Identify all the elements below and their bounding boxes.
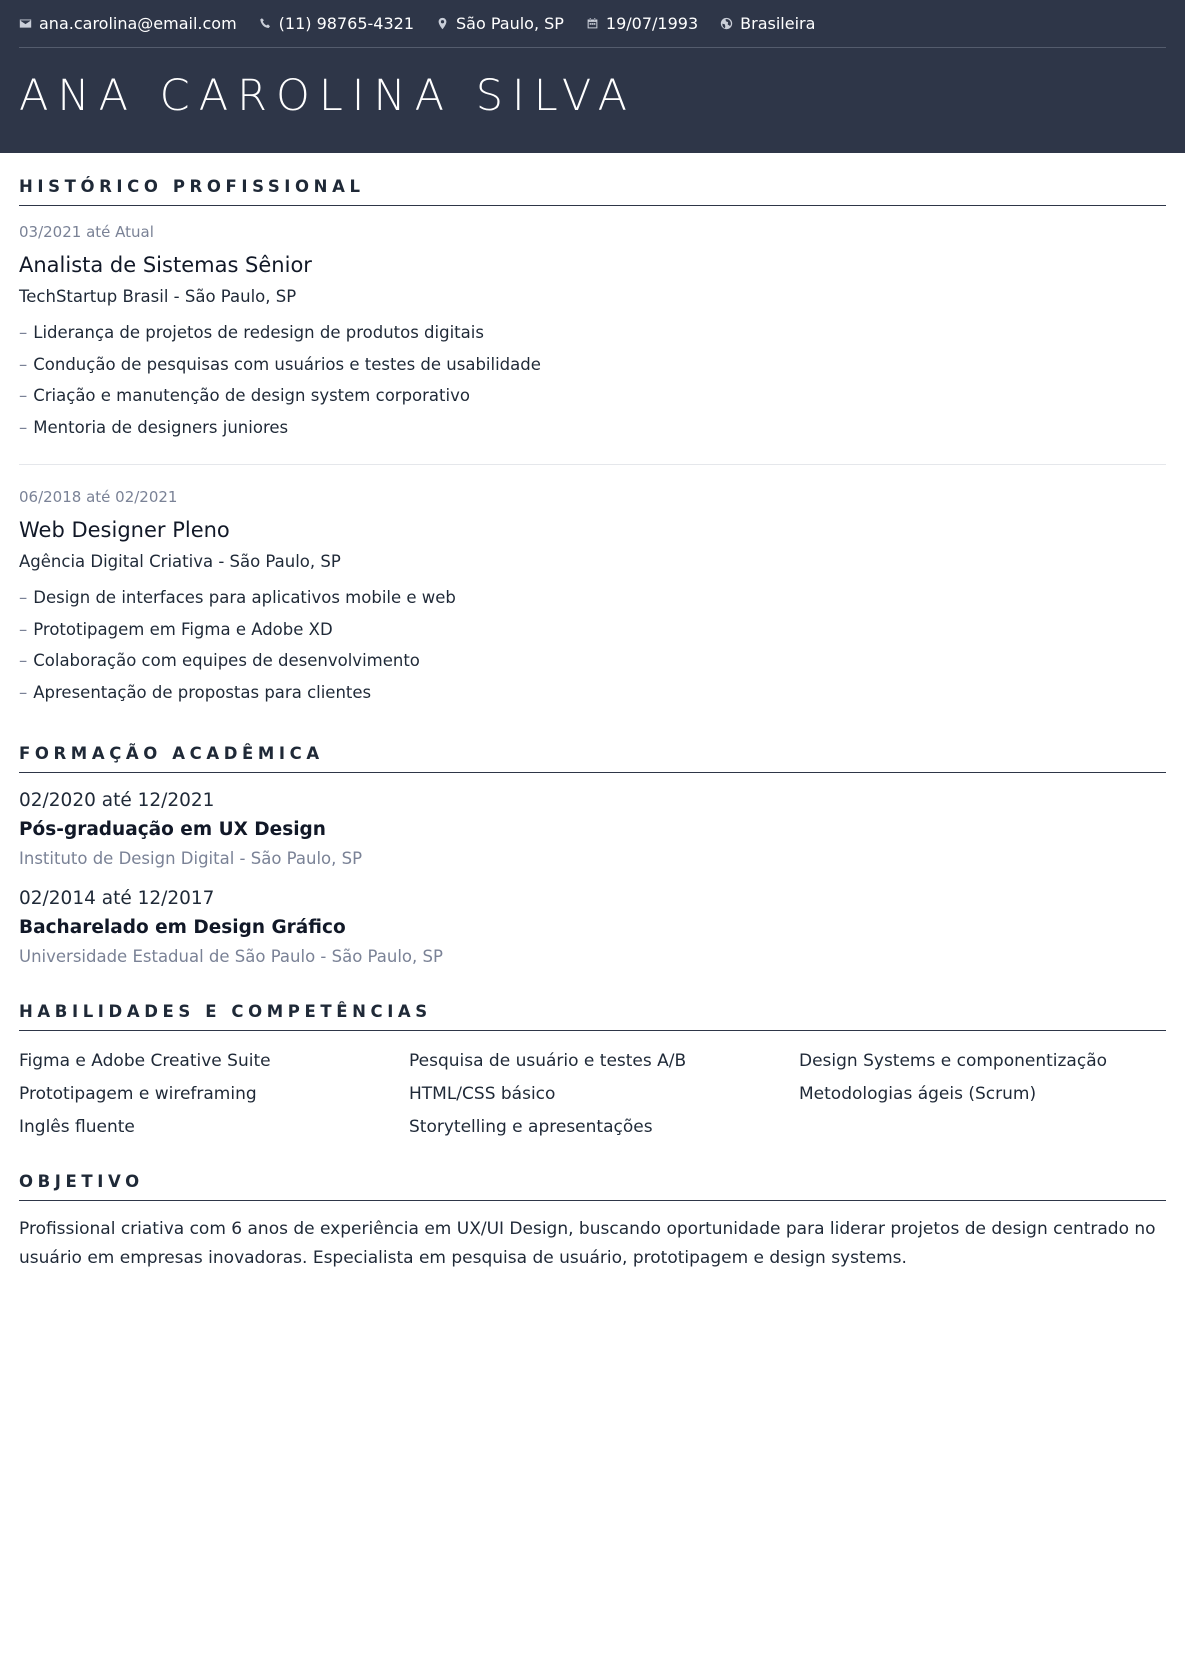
job-company: TechStartup Brasil - São Paulo, SP: [19, 287, 297, 306]
job-title: Web Designer Pleno: [19, 518, 230, 542]
contact-nationality: [720, 14, 815, 33]
skill-item: HTML/CSS básico: [409, 1084, 556, 1104]
skill-item: Inglês fluente: [19, 1117, 135, 1137]
section-title-objective: OBJETIVO: [19, 1172, 1166, 1201]
skill-item: Metodologias ágeis (Scrum): [799, 1084, 1037, 1104]
education-degree: Bacharelado em Design Gráfico: [19, 917, 346, 938]
bullet-dash: –: [19, 323, 28, 342]
task-text: Condução de pesquisas com usuários e testes de usabilidade: [33, 354, 541, 374]
task-text: Mentoria de designers juniores: [33, 417, 289, 437]
task-text: Design de interfaces para aplicativos mobile e web: [33, 588, 456, 607]
job-company: Agência Digital Criativa - São Paulo, SP: [19, 552, 341, 571]
job-dates: 03/2021 até Atual: [19, 223, 154, 241]
section-title-education: FORMAÇÃO ACADÊMICA: [19, 744, 1166, 773]
candidate-name: ANA CAROLINA SILVA: [19, 71, 637, 121]
skill-item: Pesquisa de usuário e testes A/B: [409, 1051, 687, 1071]
skill-item: Prototipagem e wireframing: [19, 1084, 257, 1104]
contact-bar: [19, 0, 1166, 48]
skills-grid: [19, 1045, 1166, 1144]
education-entry: [19, 887, 1166, 968]
bullet-dash: –: [19, 354, 28, 374]
job-task: [19, 380, 1166, 412]
location-pin-icon: [436, 17, 449, 30]
task-text: Apresentação de propostas para clientes: [33, 682, 372, 702]
job-task: [19, 582, 1166, 614]
job-task: [19, 677, 1166, 709]
job-entry: [19, 206, 1166, 465]
email-text: ana.carolina@email.com: [39, 14, 237, 33]
job-task: [19, 645, 1166, 677]
skill-item: Design Systems e componentização: [799, 1051, 1108, 1071]
job-task: [19, 349, 1166, 381]
contact-location: [436, 14, 564, 33]
section-title-history: HISTÓRICO PROFISSIONAL: [19, 177, 1166, 206]
job-task-list: [19, 317, 1166, 443]
task-text: Colaboração com equipes de desenvolvimento: [33, 651, 420, 670]
education-dates: 02/2014 até 12/2017: [19, 888, 215, 909]
skill-item: Storytelling e apresentações: [409, 1117, 653, 1137]
section-title-skills: HABILIDADES E COMPETÊNCIAS: [19, 1002, 1166, 1031]
task-text: Prototipagem em Figma e Adobe XD: [33, 619, 333, 639]
education-dates: 02/2020 até 12/2021: [19, 790, 215, 811]
phone-text: (11) 98765-4321: [278, 14, 414, 33]
work-history-section: [19, 177, 1166, 708]
nationality-text: Brasileira: [740, 14, 816, 33]
job-dates: 06/2018 até 02/2021: [19, 488, 178, 506]
job-entry: [19, 465, 1166, 708]
job-task: [19, 317, 1166, 349]
bullet-dash: –: [19, 386, 28, 405]
objective-text: Profissional criativa com 6 anos de experiência em UX/UI Design, buscando oportunidade para liderar projetos de design centrado no usuário em empresas inovadoras. Especialista em pesquisa de usuário, prototipagem e design systems.: [19, 1219, 1156, 1268]
resume-header: [0, 0, 1185, 153]
education-entry: [19, 789, 1166, 870]
contact-email: [19, 14, 237, 33]
task-text: Criação e manutenção de design system corporativo: [33, 386, 470, 405]
calendar-icon: [586, 17, 599, 30]
skill-item: Figma e Adobe Creative Suite: [19, 1051, 271, 1071]
mail-icon: [19, 17, 32, 30]
phone-icon: [259, 17, 272, 30]
skills-section: [19, 1002, 1166, 1144]
bullet-dash: –: [19, 651, 28, 670]
job-task: [19, 412, 1166, 444]
bullet-dash: –: [19, 619, 28, 639]
contact-birthdate: [586, 14, 698, 33]
birthdate-text: 19/07/1993: [605, 14, 699, 33]
job-title: Analista de Sistemas Sênior: [19, 253, 312, 277]
job-task: [19, 614, 1166, 646]
bullet-dash: –: [19, 417, 28, 437]
contact-phone: [259, 14, 414, 33]
bullet-dash: –: [19, 588, 28, 607]
location-text: São Paulo, SP: [456, 14, 564, 33]
job-task-list: [19, 582, 1166, 708]
task-text: Liderança de projetos de redesign de produtos digitais: [33, 323, 484, 342]
globe-icon: [720, 17, 733, 30]
resume-content: [0, 177, 1185, 1273]
education-institution: Instituto de Design Digital - São Paulo, SP: [19, 849, 363, 868]
bullet-dash: –: [19, 682, 28, 702]
education-degree: Pós-graduação em UX Design: [19, 819, 326, 840]
objective-section: [19, 1172, 1166, 1273]
education-section: [19, 744, 1166, 968]
education-institution: Universidade Estadual de São Paulo - São Paulo, SP: [19, 947, 443, 966]
